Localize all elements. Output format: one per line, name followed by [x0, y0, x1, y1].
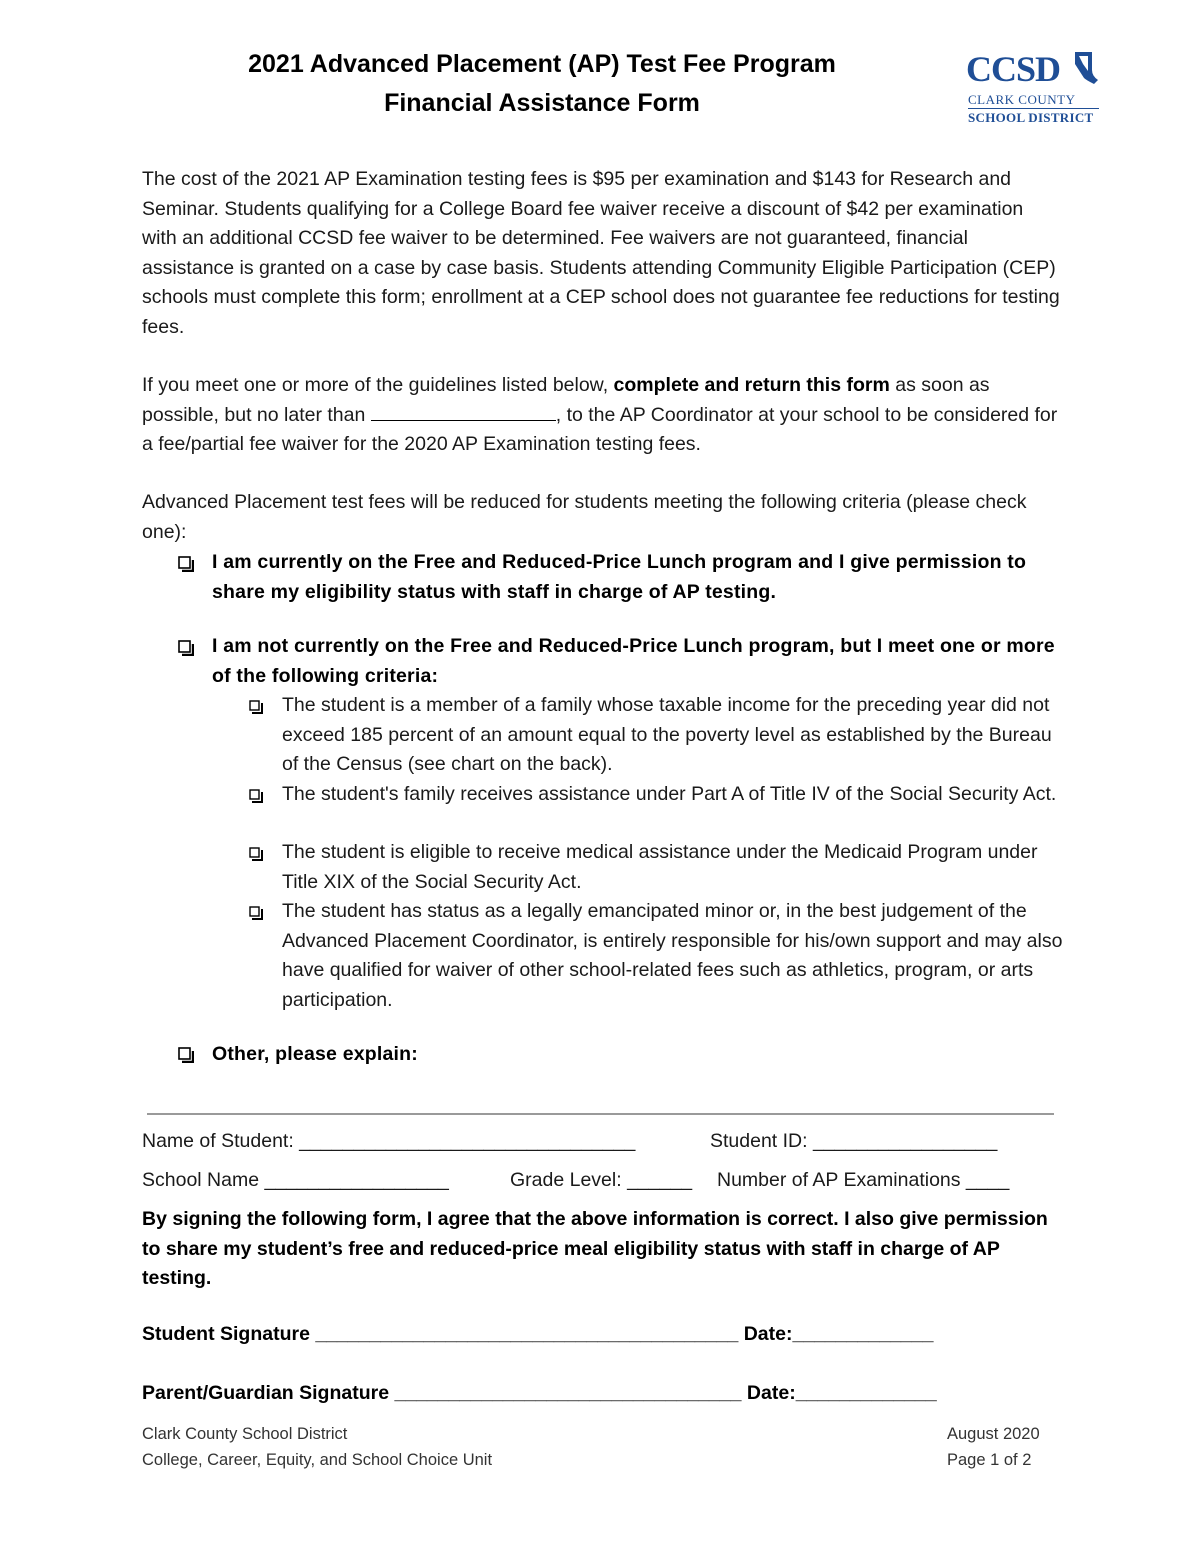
- parent-signature-line[interactable]: Parent/Guardian Signature ________________________________ Date:_____________: [142, 1382, 937, 1404]
- checkbox-icon: [178, 1047, 194, 1063]
- nevada-state-icon: [1072, 50, 1100, 86]
- logo-rule: [968, 108, 1099, 109]
- checkbox-icon: [249, 789, 263, 803]
- deadline-text-c: , to the AP Coordinator at your school to be considered for a fee/partial fee waiver for the 2020 AP Examination testing fees.: [142, 403, 1058, 455]
- checkbox-criterion-title-iv[interactable]: [249, 789, 263, 803]
- num-exams-field[interactable]: Number of AP Examinations ____: [717, 1169, 1010, 1191]
- school-name-field[interactable]: School Name _________________: [142, 1169, 449, 1191]
- footer-district: Clark County School District: [142, 1425, 348, 1443]
- student-id-field[interactable]: Student ID: _________________: [710, 1130, 998, 1152]
- checkbox-icon: [249, 847, 263, 861]
- explain-line[interactable]: [147, 1113, 1054, 1115]
- logo-acronym: CCSD: [966, 49, 1061, 89]
- checkbox-option-other[interactable]: [178, 1047, 194, 1063]
- checkbox-icon: [249, 906, 263, 920]
- deadline-text-b: as soon as possible, but no later than: [142, 374, 990, 426]
- footer-unit: College, Career, Equity, and School Choice Unit: [142, 1451, 493, 1469]
- agreement-statement: By signing the following form, I agree that the above information is correct. I also give permission to share my student’s free and reduced-price meal eligibility status with staff in charge of AP testing.: [142, 1208, 1048, 1289]
- checkbox-icon: [178, 556, 194, 572]
- deadline-text-a: If you meet one or more of the guidelines listed below,: [142, 374, 614, 396]
- deadline-emphasis: complete and return this form: [613, 374, 890, 396]
- checkbox-criterion-income[interactable]: [249, 700, 263, 714]
- deadline-date-blank[interactable]: [371, 402, 556, 421]
- grade-level-field[interactable]: Grade Level: ______: [510, 1169, 693, 1191]
- criterion-income: The student is a member of a family whose taxable income for the preceding year did not exceed 185 percent of an amount equal to the poverty level as established by the Bureau of the Census (see chart on the back).: [282, 694, 1052, 775]
- checkbox-option-criteria[interactable]: [178, 640, 194, 656]
- footer-date: August 2020: [947, 1425, 1040, 1443]
- option-frl-label: I am currently on the Free and Reduced-Price Lunch program and I give permission to share my eligibility status with staff in charge of AP testing.: [212, 551, 1027, 603]
- checkbox-icon: [178, 640, 194, 656]
- logo-line2: SCHOOL DISTRICT: [968, 110, 1094, 125]
- checkbox-criterion-medicaid[interactable]: [249, 847, 263, 861]
- student-name-field[interactable]: Name of Student: _______________________________: [142, 1130, 636, 1152]
- checkbox-icon: [249, 700, 263, 714]
- criterion-medicaid: The student is eligible to receive medical assistance under the Medicaid Program under Title XIX of the Social Security Act.: [282, 841, 1038, 893]
- form-subtitle: Financial Assistance Form: [384, 89, 700, 117]
- intro-paragraph-cost: The cost of the 2021 AP Examination testing fees is $95 per examination and $143 for Research and Seminar. Students qualifying for a College Board fee waiver receive a discount of $42 per examination with an additional CCSD fee waiver to be determined. Fee waivers are not guaranteed, financial assistance is granted on a case by case basis. Students attending Community Eligible Participation (CEP) schools must complete this form; enrollment at a CEP school does not guarantee fee reductions for testing fees.: [142, 168, 1060, 338]
- checkbox-option-frl[interactable]: [178, 556, 194, 572]
- intro-paragraph-deadline: [142, 371, 1062, 460]
- footer-page-number: Page 1 of 2: [947, 1451, 1032, 1469]
- logo-line1: CLARK COUNTY: [968, 92, 1076, 107]
- form-title: 2021 Advanced Placement (AP) Test Fee Program: [248, 50, 836, 78]
- option-other-label: Other, please explain:: [212, 1043, 418, 1065]
- ccsd-logo: [966, 48, 1106, 126]
- student-signature-line[interactable]: Student Signature _______________________________________ Date:_____________: [142, 1323, 934, 1345]
- footer-right: [947, 1421, 1040, 1473]
- footer-left: [142, 1421, 492, 1473]
- criterion-title-iv: The student's family receives assistance under Part A of Title IV of the Social Security Act.: [282, 783, 1057, 805]
- intro-paragraph-criteria: Advanced Placement test fees will be reduced for students meeting the following criteria (please check one):: [142, 491, 1027, 543]
- option-criteria-label: I am not currently on the Free and Reduced-Price Lunch program, but I meet one or more of the following criteria:: [212, 635, 1055, 687]
- criterion-emancipated: The student has status as a legally emancipated minor or, in the best judgement of the Advanced Placement Coordinator, is entirely responsible for his/own support and may also have qualified for waiver of other school-related fees such as athletics, program, or arts participation.: [282, 900, 1063, 1011]
- checkbox-criterion-emancipated[interactable]: [249, 906, 263, 920]
